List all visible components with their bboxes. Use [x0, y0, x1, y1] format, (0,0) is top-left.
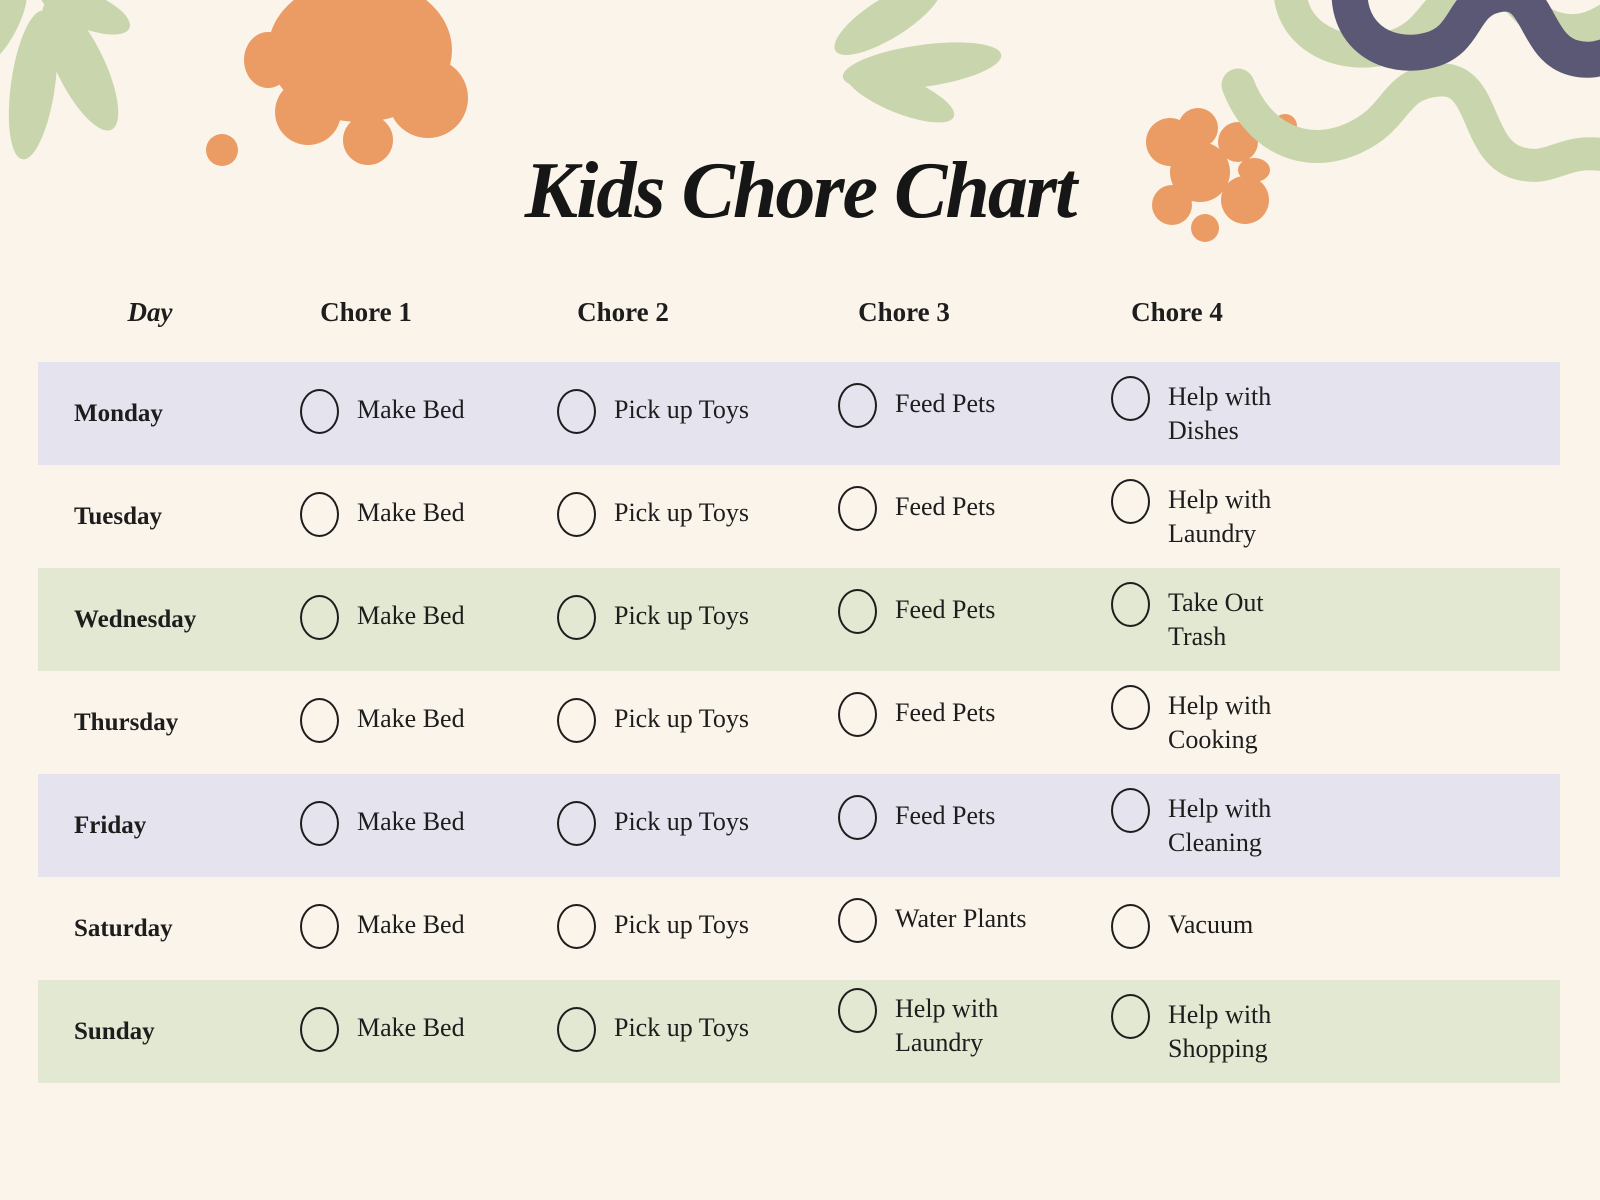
- header-chore-4-label: Chore 4: [1131, 296, 1223, 327]
- chore-checkbox-circle-icon[interactable]: [557, 1007, 596, 1052]
- chore-group: [838, 696, 995, 737]
- day-label: Friday: [74, 811, 147, 839]
- header-chore-3-label: Chore 3: [858, 296, 950, 327]
- table-row: [38, 671, 1560, 774]
- chore-3-cell: [800, 877, 1073, 980]
- day-cell: [38, 980, 262, 1083]
- chore-checkbox-circle-icon[interactable]: [1111, 994, 1150, 1039]
- chore-group: [1111, 586, 1300, 654]
- squiggle-green-upper: [1290, 0, 1600, 51]
- chore-group: [838, 799, 995, 840]
- chore-4-cell: [1073, 980, 1560, 1083]
- chore-checkbox-circle-icon[interactable]: [557, 595, 596, 640]
- chore-group: [300, 702, 465, 743]
- chore-checkbox-circle-icon[interactable]: [1111, 479, 1150, 524]
- chore-label: Feed Pets: [895, 389, 996, 418]
- chore-2-cell: [519, 568, 800, 671]
- chore-label: Make Bed: [357, 601, 465, 630]
- paint-splat-decoration-1: [206, 0, 468, 166]
- header-chore-2-label: Chore 2: [577, 296, 669, 327]
- chore-checkbox-circle-icon[interactable]: [557, 698, 596, 743]
- chore-checkbox-circle-icon[interactable]: [1111, 788, 1150, 833]
- chore-checkbox-circle-icon[interactable]: [838, 988, 877, 1033]
- header-chore-1-label: Chore 1: [320, 296, 412, 327]
- chore-checkbox-circle-icon[interactable]: [1111, 685, 1150, 730]
- chore-checkbox-circle-icon[interactable]: [838, 383, 877, 428]
- leaf-decoration-left: [0, 0, 136, 162]
- chore-group: [557, 1011, 749, 1052]
- table-header: [38, 262, 1560, 362]
- chore-checkbox-circle-icon[interactable]: [557, 389, 596, 434]
- page-title: Kids Chore Chart: [524, 147, 1076, 235]
- chore-1-cell: [262, 465, 519, 568]
- chore-label: Make Bed: [357, 704, 465, 733]
- leaf-decoration-center: [825, 0, 1004, 133]
- header-chore-4: [1073, 297, 1560, 328]
- chore-label: Pick up Toys: [614, 704, 749, 733]
- chore-3-cell: [800, 774, 1073, 877]
- day-label: Monday: [74, 399, 163, 427]
- table-body: [38, 362, 1560, 1083]
- day-cell: [38, 671, 262, 774]
- chore-group: [838, 490, 995, 531]
- chore-group: [300, 496, 465, 537]
- chore-label: Help with Cleaning: [1168, 793, 1272, 857]
- day-label: Wednesday: [74, 605, 197, 633]
- header-day: Day: [127, 296, 173, 327]
- chore-4-cell: [1073, 877, 1560, 980]
- chore-checkbox-circle-icon[interactable]: [1111, 582, 1150, 627]
- chore-label: Pick up Toys: [614, 910, 749, 939]
- chore-2-cell: [519, 877, 800, 980]
- chore-checkbox-circle-icon[interactable]: [557, 801, 596, 846]
- chore-label: Feed Pets: [895, 801, 996, 830]
- day-cell: [38, 465, 262, 568]
- chore-checkbox-circle-icon[interactable]: [557, 492, 596, 537]
- chore-2-cell: [519, 671, 800, 774]
- chore-group: [300, 393, 465, 434]
- chore-checkbox-circle-icon[interactable]: [300, 904, 339, 949]
- chore-label: Help with Laundry: [895, 993, 999, 1057]
- header-chore-3: [800, 297, 1073, 328]
- chore-label: Vacuum: [1168, 910, 1254, 939]
- chore-checkbox-circle-icon[interactable]: [300, 389, 339, 434]
- day-cell: [38, 362, 262, 465]
- table-row: [38, 877, 1560, 980]
- chore-checkbox-circle-icon[interactable]: [300, 698, 339, 743]
- chore-table: [38, 262, 1560, 1083]
- chore-2-cell: [519, 774, 800, 877]
- chore-checkbox-circle-icon[interactable]: [300, 801, 339, 846]
- day-cell: [38, 568, 262, 671]
- day-label: Saturday: [74, 914, 173, 942]
- chore-group: [1111, 908, 1253, 949]
- chore-label: Make Bed: [357, 1013, 465, 1042]
- chore-group: [300, 599, 465, 640]
- chore-checkbox-circle-icon[interactable]: [1111, 904, 1150, 949]
- chore-checkbox-circle-icon[interactable]: [300, 1007, 339, 1052]
- chore-4-cell: [1073, 465, 1560, 568]
- chore-1-cell: [262, 362, 519, 465]
- chore-1-cell: [262, 774, 519, 877]
- chore-3-cell: [800, 465, 1073, 568]
- day-cell: [38, 877, 262, 980]
- chore-3-cell: [800, 362, 1073, 465]
- header-chore-1: [262, 297, 519, 328]
- chore-label: Feed Pets: [895, 698, 996, 727]
- chore-4-cell: [1073, 774, 1560, 877]
- chore-label: Make Bed: [357, 807, 465, 836]
- chore-label: Help with Shopping: [1168, 999, 1272, 1063]
- chore-group: [1111, 380, 1300, 448]
- chore-label: Help with Dishes: [1168, 381, 1272, 445]
- chore-4-cell: [1073, 568, 1560, 671]
- squiggle-purple: [1350, 0, 1600, 60]
- chore-group: [838, 387, 995, 428]
- chore-checkbox-circle-icon[interactable]: [838, 795, 877, 840]
- chore-label: Pick up Toys: [614, 807, 749, 836]
- chore-group: [557, 702, 749, 743]
- header-chore-2: [519, 297, 800, 328]
- chore-checkbox-circle-icon[interactable]: [838, 898, 877, 943]
- chore-checkbox-circle-icon[interactable]: [300, 492, 339, 537]
- chore-label: Take Out Trash: [1168, 587, 1264, 651]
- chore-label: Water Plants: [895, 904, 1027, 933]
- chore-label: Help with Cooking: [1168, 690, 1272, 754]
- chore-group: [1111, 483, 1300, 551]
- table-row: [38, 465, 1560, 568]
- chore-checkbox-circle-icon[interactable]: [557, 904, 596, 949]
- table-row: [38, 568, 1560, 671]
- chore-label: Make Bed: [357, 910, 465, 939]
- chore-group: [1111, 998, 1300, 1066]
- table-row: [38, 774, 1560, 877]
- chore-checkbox-circle-icon[interactable]: [838, 589, 877, 634]
- chore-group: [300, 805, 465, 846]
- chore-label: Pick up Toys: [614, 1013, 749, 1042]
- chore-group: [557, 496, 749, 537]
- chore-4-cell: [1073, 362, 1560, 465]
- chore-group: [557, 908, 749, 949]
- chore-group: [1111, 792, 1300, 860]
- chore-checkbox-circle-icon[interactable]: [838, 692, 877, 737]
- chore-group: [838, 992, 1065, 1060]
- chore-label: Feed Pets: [895, 595, 996, 624]
- chore-3-cell: [800, 671, 1073, 774]
- chore-label: Pick up Toys: [614, 601, 749, 630]
- chore-checkbox-circle-icon[interactable]: [838, 486, 877, 531]
- chore-group: [1111, 689, 1300, 757]
- chore-checkbox-circle-icon[interactable]: [1111, 376, 1150, 421]
- chore-1-cell: [262, 877, 519, 980]
- chore-3-cell: [800, 980, 1073, 1083]
- chore-group: [300, 1011, 465, 1052]
- chore-group: [838, 593, 995, 634]
- chore-label: Pick up Toys: [614, 498, 749, 527]
- day-cell: [38, 774, 262, 877]
- day-label: Tuesday: [74, 502, 163, 530]
- chore-label: Feed Pets: [895, 492, 996, 521]
- chore-4-cell: [1073, 671, 1560, 774]
- table-row: [38, 980, 1560, 1083]
- chore-label: Pick up Toys: [614, 395, 749, 424]
- table-row: [38, 362, 1560, 465]
- chore-label: Make Bed: [357, 395, 465, 424]
- chore-2-cell: [519, 465, 800, 568]
- chore-1-cell: [262, 980, 519, 1083]
- chore-group: [557, 805, 749, 846]
- chore-3-cell: [800, 568, 1073, 671]
- day-label: Sunday: [74, 1017, 155, 1045]
- chore-2-cell: [519, 980, 800, 1083]
- day-label: Thursday: [74, 708, 179, 736]
- chore-label: Help with Laundry: [1168, 484, 1272, 548]
- chore-group: [557, 599, 749, 640]
- chore-2-cell: [519, 362, 800, 465]
- chore-group: [557, 393, 749, 434]
- chore-checkbox-circle-icon[interactable]: [300, 595, 339, 640]
- chore-1-cell: [262, 568, 519, 671]
- chore-group: [838, 902, 1027, 943]
- chore-1-cell: [262, 671, 519, 774]
- chore-group: [300, 908, 465, 949]
- chore-label: Make Bed: [357, 498, 465, 527]
